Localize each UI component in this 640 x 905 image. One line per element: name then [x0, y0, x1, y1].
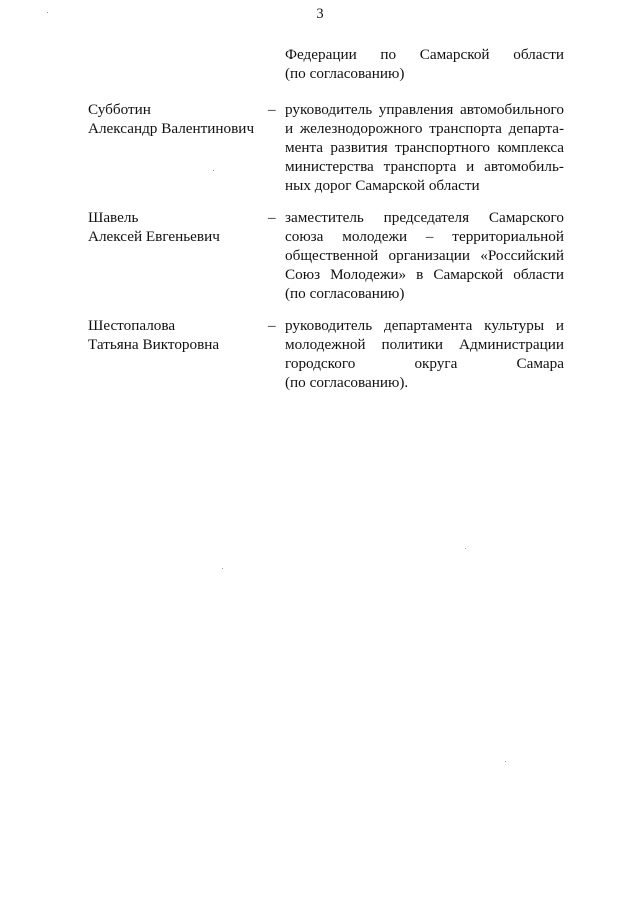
member-name: [88, 100, 263, 138]
member-given-names: Александр Валентинович: [88, 120, 255, 137]
position-line: (по согласованию): [285, 285, 405, 302]
continued-description-line: Федерации по Самарской области: [285, 46, 564, 63]
position-line: союза молодежи – территориальной: [285, 228, 564, 245]
position-line: руководитель управления автомобильного: [285, 101, 564, 118]
member-name: [88, 208, 263, 246]
member-position: [285, 208, 564, 303]
scan-speck: [465, 548, 466, 549]
continued-description: [285, 45, 564, 83]
position-line: ных дорог Самарской области: [285, 177, 480, 194]
dash-separator: –: [268, 209, 276, 226]
scan-speck: [47, 12, 48, 13]
member-position: [285, 100, 564, 195]
member-given-names: Алексей Евгеньевич: [88, 228, 220, 245]
dash-separator: –: [268, 101, 276, 118]
member-surname: Шестопалова: [88, 317, 176, 334]
page-number: 3: [316, 6, 324, 22]
member-name: [88, 316, 263, 354]
position-line: мента развития транспортного комплекса: [285, 139, 564, 156]
position-line: руководитель департамента культуры и: [285, 317, 564, 334]
scan-speck: [222, 568, 223, 569]
dash-separator: –: [268, 317, 276, 334]
position-line: городского округа Самара: [285, 355, 564, 372]
member-surname: Субботин: [88, 101, 151, 118]
position-line: министерства транспорта и автомобиль-: [285, 158, 564, 175]
position-line: (по согласованию).: [285, 374, 409, 391]
member-given-names: Татьяна Викторовна: [88, 336, 220, 353]
member-surname: Шавель: [88, 209, 139, 226]
position-line: молодежной политики Администрации: [285, 336, 564, 353]
position-line: Союз Молодежи» в Самарской области: [285, 266, 564, 283]
position-line: заместитель председателя Самарского: [285, 209, 564, 226]
position-line: общественной организации «Российский: [285, 247, 564, 264]
scan-speck: [213, 170, 214, 171]
member-position: [285, 316, 564, 392]
position-line: и железнодорожного транспорта департа-: [285, 120, 564, 137]
scan-speck: [505, 761, 506, 762]
continued-description-line: (по согласованию): [285, 65, 405, 82]
